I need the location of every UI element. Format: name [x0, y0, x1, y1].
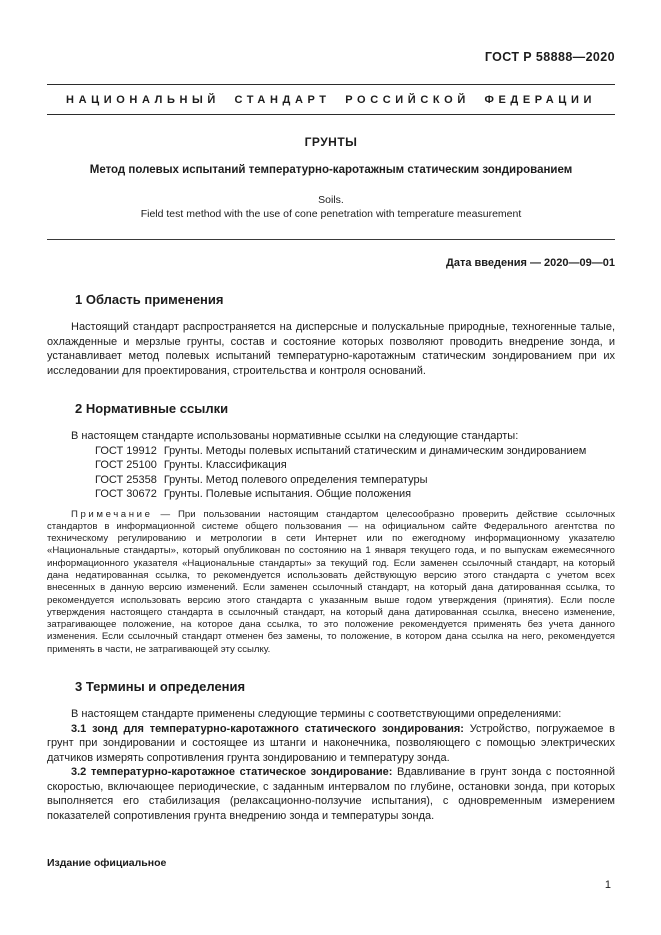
- note-paragraph: [47, 509, 615, 657]
- page-number: 1: [604, 879, 611, 891]
- reference-title: Грунты. Полевые испытания. Общие положения: [163, 488, 412, 500]
- subject-title-ru: ГРУНТЫ: [304, 135, 358, 149]
- reference-title: Грунты. Методы полевых испытаний статическим и динамическим зондированием: [163, 444, 587, 457]
- method-title-ru: Метод полевых испытаний температурно-каротажным статическим зондированием: [89, 164, 573, 176]
- reference-item: [47, 458, 615, 473]
- term-1-label: 3.1 зонд для температурно-каротажного статического зондирования:: [71, 722, 464, 735]
- section-2-heading: 2 Нормативные ссылки: [75, 401, 229, 416]
- official-edition-label: Издание официальное: [47, 857, 167, 869]
- reference-title: Грунты. Метод полевого определения температуры: [163, 473, 428, 486]
- term-1-text: Устройство, погружаемое в грунт при зондировании и состоящее из штанги и наконечника, позволяющего с помощью электрических датчиков измерять сопротивления грунта зондированию и температуру зонда.: [47, 722, 615, 764]
- title-separator-rule: [47, 239, 615, 240]
- term-definition-2: [47, 765, 615, 823]
- title-block: [47, 135, 615, 220]
- term-2-label: 3.2 температурно-каротажное статическое зондирование:: [71, 766, 393, 779]
- method-title-en: Field test method with the use of cone penetration with temperature measurement: [140, 208, 522, 220]
- reference-code: ГОСТ 19912: [95, 444, 157, 457]
- reference-item: [47, 487, 615, 502]
- reference-code: ГОСТ 25100: [95, 459, 157, 471]
- doc-number: ГОСТ Р 58888—2020: [484, 50, 615, 64]
- section-1-heading: 1 Область применения: [75, 292, 224, 307]
- term-definition-1: [47, 722, 615, 766]
- note-text: — При пользовании настоящим стандартом целесообразно проверить действие ссылочных стандартов в информационной системе общего пользования — на официальном сайте Федерального агентства по техническому регулированию и метрологии в сети Интернет или по ежегодному информационному указателю «Национальные стандарты», который опубликован по состоянию на 1 января текущего года, и по выпускам ежемесячного информационного указателя «Национальные стандарты» за текущий год. Если заменен ссылочный стандарт, на который дана недатированная ссылка, то рекомендуется использовать действующую версию этого стандарта с учетом всех внесенных в данную версию изменений. Если заменен ссылочный стандарт, на который дана датированная ссылка, то рекомендуется использовать версию этого стандарта с указанным выше годом утверждения (принятия). Если после утверждения настоящего стандарта в ссылочный стандарт, на который дана датированная ссылка, внесено изменение, затрагивающее положение, на которое дана ссылка, то это положение рекомендуется применять без учета данного изменения. Если ссылочный стандарт отменен без замены, то положение, в котором дана ссылка на него, рекомендуется применять в части, не затрагивающей эту ссылку.: [47, 508, 615, 655]
- reference-code: ГОСТ 25358: [95, 473, 157, 486]
- reference-code: ГОСТ 30672: [95, 488, 157, 500]
- banner-title: НАЦИОНАЛЬНЫЙ СТАНДАРТ РОССИЙСКОЙ ФЕДЕРАЦИИ: [66, 94, 596, 106]
- section-3-heading: 3 Термины и определения: [75, 679, 246, 695]
- reference-item: [47, 444, 615, 459]
- note-label: Примечание: [71, 508, 153, 520]
- effective-date: Дата введения — 2020—09—01: [446, 257, 615, 269]
- reference-item: [47, 473, 615, 488]
- references-intro: В настоящем стандарте использованы нормативные ссылки на следующие стандарты:: [71, 430, 519, 442]
- term-2-text: Вдавливание в грунт зонда с постоянной скоростью, включающее периодические, с заданным интервалом по глубине, остановки зонда, при которых выполняется его стабилизация (релаксационно-ползучие испытания), с одновременным измерением показателей сопротивления грунта внедрению зонда и температуры зонда.: [47, 766, 615, 822]
- scope-paragraph: Настоящий стандарт распространяется на дисперсные и полускальные природные, техногенные талые, охлажденные и мерзлые грунты, состав и состояние которых позволяют проводить внедрение зонда, и устанавливает метод полевых испытаний температурно-каротажным статическим зондированием при их исследовании для проектирования, строительства и контроля оснований.: [47, 321, 615, 377]
- subject-title-en: Soils.: [318, 194, 344, 206]
- reference-title: Грунты. Классификация: [163, 459, 287, 471]
- banner-rule-bottom: [47, 114, 615, 115]
- terms-intro: В настоящем стандарте применены следующие термины с соответствующими определениями:: [71, 708, 562, 721]
